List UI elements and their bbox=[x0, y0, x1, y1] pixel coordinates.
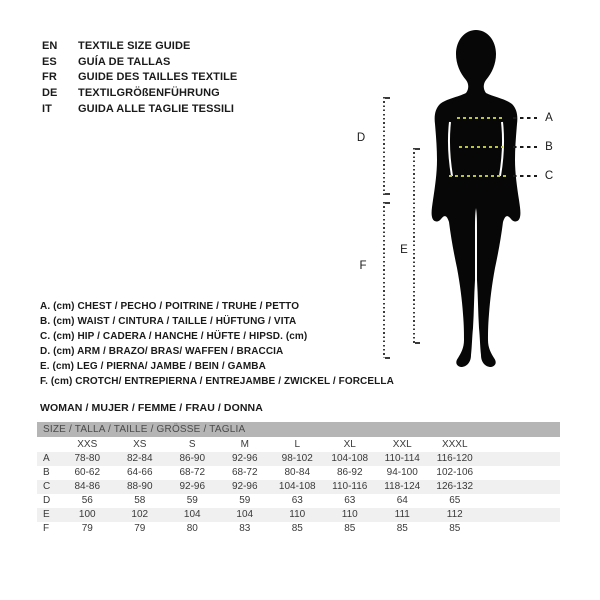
lang-code: EN bbox=[42, 39, 58, 52]
cell: 110-114 bbox=[384, 453, 420, 464]
chest-dash-line bbox=[457, 117, 504, 119]
cell: 110 bbox=[341, 509, 358, 520]
cell: 84-86 bbox=[74, 481, 101, 492]
cell: 110 bbox=[289, 509, 306, 520]
lang-code: ES bbox=[42, 55, 57, 68]
legend-waist: B. (cm) WAIST / CINTURA / TAILLE / HÜFTUNG / VITA bbox=[40, 316, 297, 327]
cell: 104 bbox=[183, 509, 201, 520]
cell: 56 bbox=[81, 495, 93, 506]
cell: 68-72 bbox=[231, 467, 258, 478]
cell: 64-66 bbox=[126, 467, 153, 478]
woman-silhouette bbox=[420, 25, 540, 375]
table-row-hip bbox=[37, 480, 560, 494]
legend-chest: A. (cm) CHEST / PECHO / POITRINE / TRUHE / PETTO bbox=[40, 301, 300, 312]
col-header-xxs: XXS bbox=[77, 439, 98, 450]
row-label: C bbox=[43, 481, 51, 492]
cell: 102-106 bbox=[436, 467, 474, 478]
lang-row-en bbox=[42, 38, 237, 54]
cell: 59 bbox=[239, 495, 251, 506]
row-label: F bbox=[43, 523, 50, 534]
table-row-leg bbox=[37, 508, 560, 522]
col-header-m: M bbox=[240, 439, 249, 450]
col-header-s: S bbox=[188, 439, 196, 450]
cell: 58 bbox=[134, 495, 146, 506]
table-row-chest bbox=[37, 452, 560, 466]
cell: 104-108 bbox=[331, 453, 369, 464]
language-title-block bbox=[42, 38, 237, 117]
leg-measure-line-e bbox=[413, 148, 415, 343]
lang-row-es bbox=[42, 54, 237, 70]
cell: 92-96 bbox=[231, 453, 258, 464]
table-row-crotch bbox=[37, 522, 560, 536]
legend-leg: E. (cm) LEG / PIERNA/ JAMBE / BEIN / GAMBA bbox=[40, 361, 266, 372]
marker-label-c: C bbox=[544, 170, 554, 182]
chest-pointer-line bbox=[513, 117, 537, 119]
row-label: B bbox=[43, 467, 50, 478]
legend-hip: C. (cm) HIP / CADERA / HANCHE / HÜFTE / HIPSD. (cm) bbox=[40, 331, 308, 342]
hip-pointer-line bbox=[513, 175, 537, 177]
cell: 82-84 bbox=[126, 453, 153, 464]
cell: 92-96 bbox=[231, 481, 258, 492]
legend-crotch: F. (cm) CROTCH/ ENTREPIERNA / ENTREJAMBE / ZWICKEL / FORCELLA bbox=[40, 376, 394, 387]
cell: 59 bbox=[186, 495, 198, 506]
lang-row-fr bbox=[42, 70, 237, 86]
size-table-column-headers bbox=[37, 437, 560, 452]
cell: 111 bbox=[394, 509, 410, 520]
gender-heading: WOMAN / MUJER / FEMME / FRAU / DONNA bbox=[40, 402, 263, 414]
lang-code: DE bbox=[42, 87, 58, 100]
cell: 60-62 bbox=[74, 467, 101, 478]
col-header-l: L bbox=[294, 439, 301, 450]
table-row-arm bbox=[37, 494, 560, 508]
cell: 94-100 bbox=[386, 467, 418, 478]
waist-pointer-line bbox=[513, 146, 537, 148]
row-label: E bbox=[43, 509, 50, 520]
cell: 83 bbox=[239, 523, 251, 534]
cell: 86-90 bbox=[179, 453, 206, 464]
cell: 63 bbox=[344, 495, 356, 506]
cell: 85 bbox=[291, 523, 303, 534]
marker-label-b: B bbox=[545, 141, 553, 153]
row-label: D bbox=[43, 495, 51, 506]
col-header-xxl: XXL bbox=[392, 439, 412, 450]
table-row-waist bbox=[37, 466, 560, 480]
tick bbox=[385, 193, 390, 195]
cell: 85 bbox=[449, 523, 461, 534]
tick bbox=[385, 202, 390, 204]
size-table-title: SIZE / TALLA / TAILLE / GRÖSSE / TAGLIA bbox=[37, 422, 560, 437]
tick bbox=[385, 97, 390, 99]
cell: 112 bbox=[446, 509, 463, 520]
size-table bbox=[37, 422, 560, 536]
cell: 98-102 bbox=[281, 453, 313, 464]
cell: 80-84 bbox=[284, 467, 311, 478]
lang-title: TEXTILGRÖßENFÜHRUNG bbox=[78, 87, 220, 100]
hip-dash-line bbox=[449, 175, 508, 177]
cell: 65 bbox=[449, 495, 461, 506]
cell: 80 bbox=[186, 523, 198, 534]
waist-dash-line bbox=[459, 146, 503, 148]
cell: 88-90 bbox=[126, 481, 153, 492]
cell: 64 bbox=[396, 495, 408, 506]
cell: 92-96 bbox=[179, 481, 206, 492]
cell: 116-120 bbox=[436, 453, 473, 464]
lang-row-it bbox=[42, 101, 237, 117]
cell: 78-80 bbox=[74, 453, 101, 464]
lang-code: IT bbox=[42, 103, 52, 116]
col-header-xs: XS bbox=[133, 439, 147, 450]
marker-label-a: A bbox=[545, 112, 553, 124]
lang-row-de bbox=[42, 85, 237, 101]
lang-title: GUIDE DES TAILLES TEXTILE bbox=[78, 71, 238, 84]
lang-title: GUÍA DE TALLAS bbox=[78, 55, 171, 68]
measurement-legend bbox=[40, 299, 394, 389]
tick bbox=[415, 342, 420, 344]
tick bbox=[415, 148, 420, 150]
cell: 100 bbox=[78, 509, 96, 520]
cell: 85 bbox=[396, 523, 408, 534]
cell: 63 bbox=[291, 495, 303, 506]
cell: 86-92 bbox=[336, 467, 363, 478]
col-header-xxxl: XXXL bbox=[441, 439, 468, 450]
cell: 110-116 bbox=[332, 481, 368, 492]
row-label: A bbox=[43, 453, 50, 464]
marker-label-f: F bbox=[359, 260, 367, 272]
lang-title: TEXTILE SIZE GUIDE bbox=[78, 39, 191, 52]
col-header-xl: XL bbox=[343, 439, 356, 450]
legend-arm: D. (cm) ARM / BRAZO/ BRAS/ WAFFEN / BRACCIA bbox=[40, 346, 284, 357]
arm-measure-line-d bbox=[383, 97, 385, 195]
marker-label-e: E bbox=[400, 244, 408, 256]
cell: 126-132 bbox=[436, 481, 474, 492]
cell: 102 bbox=[131, 509, 149, 520]
cell: 104-108 bbox=[278, 481, 316, 492]
lang-title: GUIDA ALLE TAGLIE TESSILI bbox=[78, 103, 235, 116]
cell: 85 bbox=[344, 523, 356, 534]
cell: 79 bbox=[81, 523, 93, 534]
lang-code: FR bbox=[42, 71, 57, 84]
marker-label-d: D bbox=[356, 132, 366, 144]
cell: 68-72 bbox=[179, 467, 206, 478]
cell: 118-124 bbox=[384, 481, 421, 492]
cell: 104 bbox=[236, 509, 254, 520]
cell: 79 bbox=[134, 523, 146, 534]
